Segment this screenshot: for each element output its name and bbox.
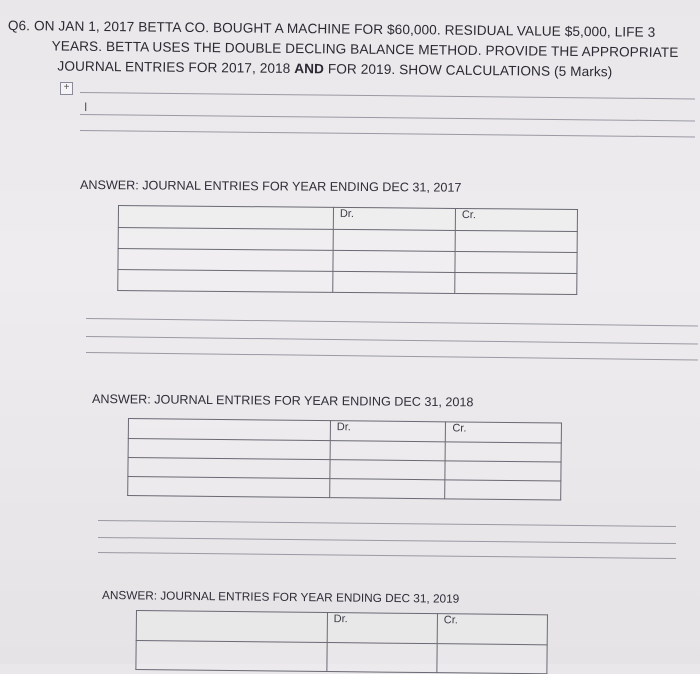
text-cursor-icon: I xyxy=(84,100,88,114)
cr-header: Cr. xyxy=(455,208,577,231)
answer-line[interactable] xyxy=(80,114,695,121)
journal-table-2017[interactable] xyxy=(117,205,578,295)
answer-line[interactable] xyxy=(80,92,695,99)
answer-line[interactable] xyxy=(86,352,698,360)
answer-line[interactable] xyxy=(98,520,676,527)
table-move-handle-icon[interactable]: + xyxy=(60,82,73,95)
cr-header: Cr. xyxy=(446,422,562,443)
answer-heading-2017: ANSWER: JOURNAL ENTRIES FOR YEAR ENDING DEC 31, 2017 xyxy=(79,178,462,195)
cr-header: Cr. xyxy=(437,614,547,645)
answer-line[interactable] xyxy=(86,336,698,344)
question-line-2: YEARS. BETTA USES THE DOUBLE DECLING BALANCE METHOD. PROVIDE THE APPROPRIATE xyxy=(51,38,679,61)
question-line-1: Q6. ON JAN 1, 2017 BETTA CO. BOUGHT A MACHINE FOR $60,000. RESIDUAL VALUE $5,000, LIFE 3 xyxy=(7,17,656,40)
answer-heading-2019: ANSWER: JOURNAL ENTRIES FOR YEAR ENDING DEC 31, 2019 xyxy=(101,588,460,606)
dr-header: Dr. xyxy=(327,613,437,644)
answer-line[interactable] xyxy=(98,537,676,544)
dr-header: Dr. xyxy=(333,207,455,230)
answer-line[interactable] xyxy=(86,318,698,326)
question-text xyxy=(7,16,688,83)
answer-line[interactable] xyxy=(80,130,695,137)
question-line-3: JOURNAL ENTRIES FOR 2017, 2018 AND FOR 2019. SHOW CALCULATIONS (5 Marks) xyxy=(57,58,613,80)
bold-and: AND xyxy=(294,61,325,77)
answer-heading-2018: ANSWER: JOURNAL ENTRIES FOR YEAR ENDING DEC 31, 2018 xyxy=(91,392,474,410)
journal-table-2019[interactable] xyxy=(135,610,548,674)
answer-line[interactable] xyxy=(98,552,676,559)
journal-table-2018[interactable] xyxy=(127,418,562,501)
dr-header: Dr. xyxy=(330,421,446,442)
